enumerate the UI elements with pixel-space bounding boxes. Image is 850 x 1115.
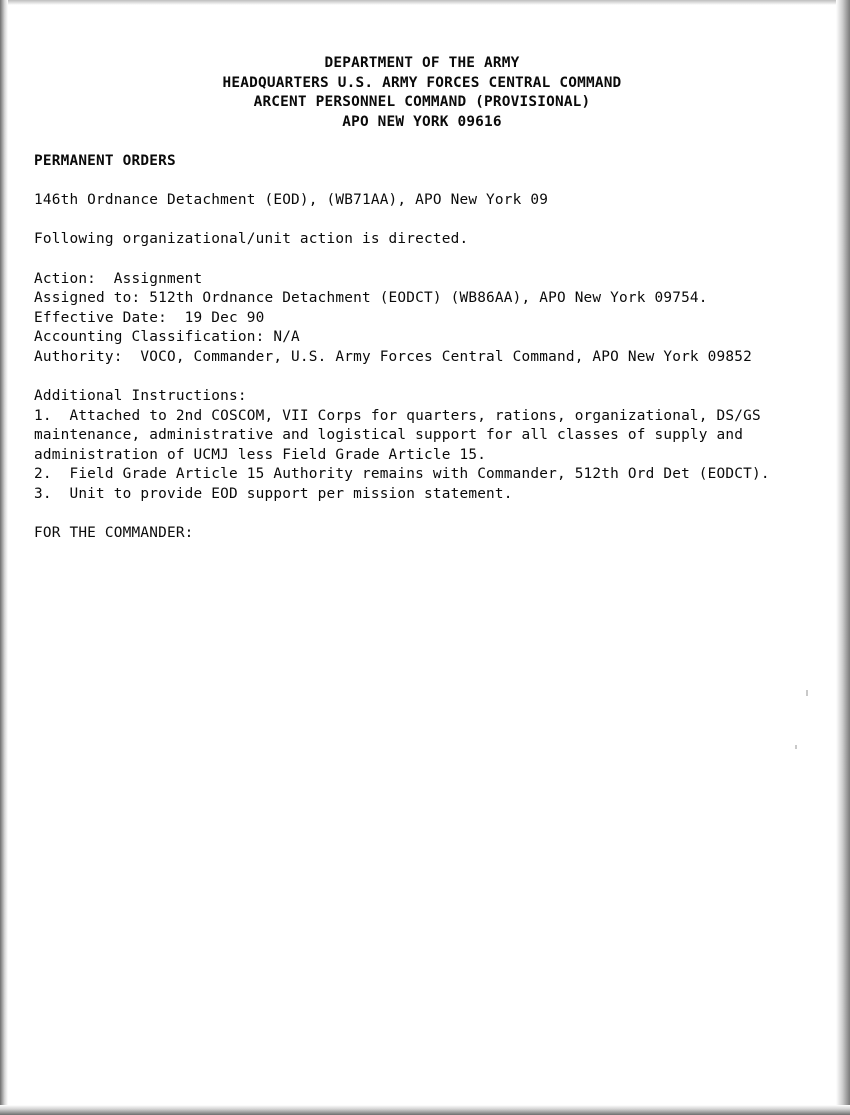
- instruction-item: 3. Unit to provide EOD support per mission statement.: [34, 486, 513, 503]
- instruction-item: 2. Field Grade Article 15 Authority remains with Commander, 512th Ord Det (EODCT).: [34, 466, 770, 483]
- authority-line: Authority: VOCO, Commander, U.S. Army Forces Central Command, APO New York 09852: [34, 348, 752, 365]
- spacer: [34, 505, 810, 525]
- letterhead-line-2: HEADQUARTERS U.S. ARMY FORCES CENTRAL COMMAND: [222, 74, 622, 91]
- letterhead-line-1: DEPARTMENT OF THE ARMY: [324, 55, 520, 71]
- closing-line: FOR THE COMMANDER:: [34, 525, 194, 542]
- spacer: [34, 132, 810, 152]
- accounting-classification-line: Accounting Classification: N/A: [34, 329, 300, 346]
- instruction-item: 1. Attached to 2nd COSCOM, VII Corps for quarters, rations, organizational, DS/GS maintenance, administrative and logistical support for all classes of supply and administration of UCMJ less Field Grade Article 15.: [34, 407, 770, 463]
- letterhead-line-4: APO NEW YORK 09616: [342, 113, 502, 130]
- spacer: [34, 368, 810, 388]
- letterhead: [34, 54, 810, 132]
- directive-line: Following organizational/unit action is directed.: [34, 231, 469, 248]
- letterhead-line-3: ARCENT PERSONNEL COMMAND (PROVISIONAL): [253, 94, 591, 111]
- additional-instructions-header: Additional Instructions:: [34, 388, 247, 405]
- spacer: [34, 250, 810, 270]
- assigned-to-line: Assigned to: 512th Ordnance Detachment (EODCT) (WB86AA), APO New York 09754.: [34, 290, 708, 307]
- action-label: Action: Assignment: [34, 270, 203, 287]
- effective-date-line: Effective Date: 19 Dec 90: [34, 309, 265, 326]
- spacer: [34, 211, 810, 231]
- order-title: PERMANENT ORDERS: [34, 152, 176, 169]
- spacer: [34, 172, 810, 192]
- unit-line: 146th Ordnance Detachment (EOD), (WB71AA), APO New York 09: [34, 192, 549, 209]
